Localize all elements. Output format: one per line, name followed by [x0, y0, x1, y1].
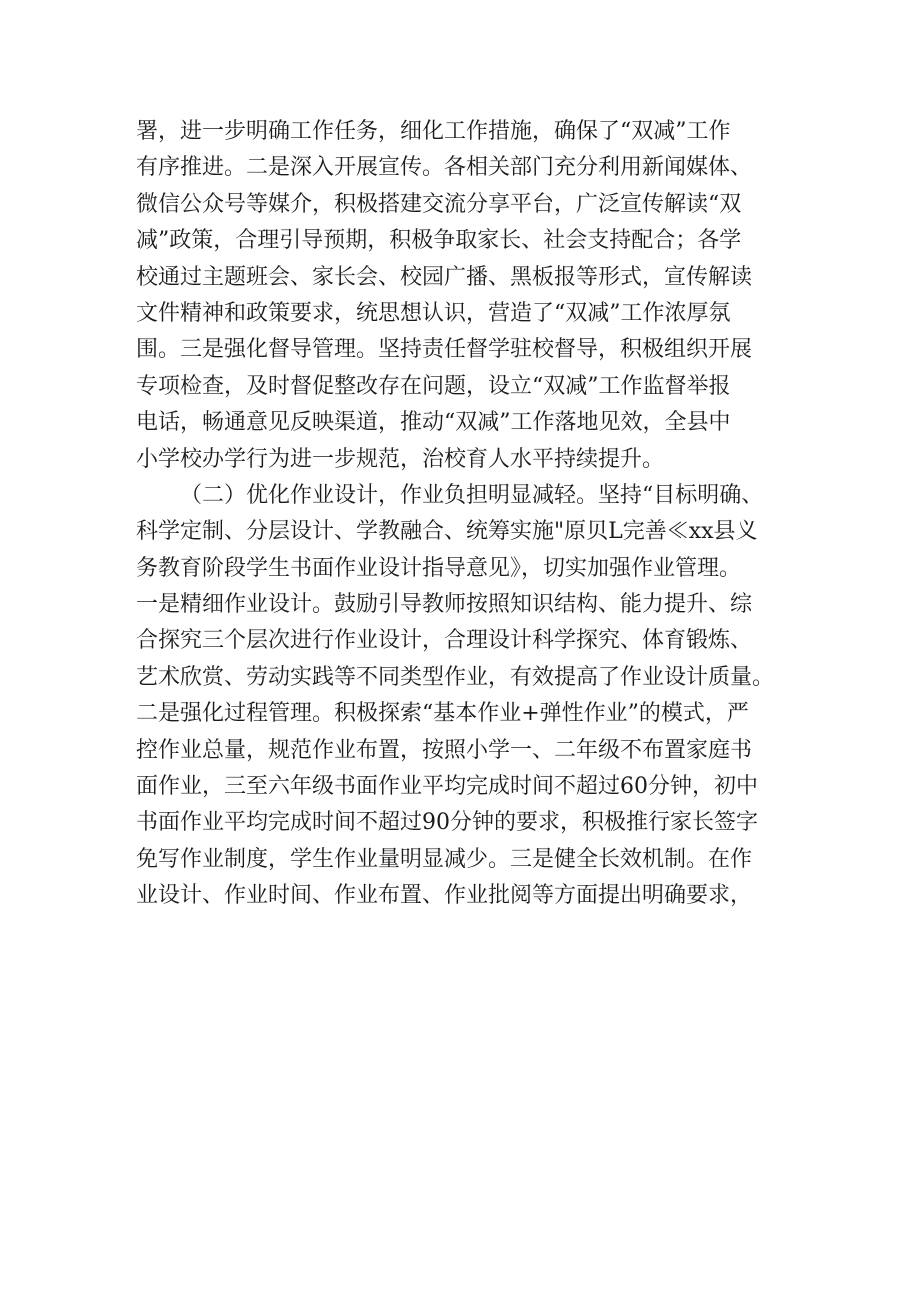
- text-line: 二是强化过程管理。积极探索“基本作业+弹性作业”的模式，严: [136, 701, 749, 727]
- text-line: 小学校办学行为进一步规范，治校育人水平持续提升。: [136, 446, 665, 472]
- text-line: 业设计、作业时间、作业布置、作业批阅等方面提出明确要求，: [136, 883, 753, 909]
- text-line: 围。三是强化督导管理。坚持责任督学驻校督导，积极组织开展: [136, 337, 753, 363]
- text-line: 专项检查，及时督促整改存在问题，设立“双减”工作监督举报: [136, 373, 731, 399]
- text-line: 有序推进。二是深入开展宣传。各相关部门充分利用新闻媒体、: [136, 155, 753, 181]
- text-line: 电话，畅通意见反映渠道，推动“双减”工作落地见效，全县中: [136, 410, 731, 436]
- text-line: 微信公众号等媒介，积极搭建交流分享平台，广泛宣传解读“双: [136, 191, 742, 217]
- text-line: 一是精细作业设计。鼓励引导教师按照知识结构、能力提升、综: [136, 592, 753, 618]
- text-line: 合探究三个层次进行作业设计，合理设计科学探究、体育锻炼、: [136, 628, 753, 654]
- text-line: 校通过主题班会、家长会、校园广播、黑板报等形式，宣传解读: [136, 264, 753, 290]
- text-line: 减”政策，合理引导预期，积极争取家长、社会支持配合；各学: [136, 228, 742, 254]
- text-line: 面作业，三至六年级书面作业平均完成时间不超过60分钟，初中: [136, 774, 758, 800]
- text-line: 控作业总量，规范作业布置，按照小学一、二年级不布置家庭书: [136, 737, 753, 763]
- text-line: 科学定制、分层设计、学教融合、统筹实施"原贝L完善≪xx县义: [136, 519, 758, 545]
- text-line: 免写作业制度，学生作业量明显减少。三是健全长效机制。在作: [136, 846, 753, 872]
- text-line: 艺术欣赏、劳动实践等不同类型作业，有效提高了作业设计质量。: [136, 664, 775, 690]
- document-body: [136, 114, 816, 915]
- section-heading-line: （二）优化作业设计，作业负担明显减轻。坚持“目标明确、: [180, 482, 764, 508]
- text-line: 务教育阶段学生书面作业设计指导意见》，切实加强作业管理。: [136, 555, 742, 581]
- text-line: 署，进一步明确工作任务，细化工作措施，确保了“双减”工作: [136, 119, 731, 144]
- text-line: 书面作业平均完成时间不超过90分钟的要求，积极推行家长签字: [136, 810, 758, 836]
- text-line: 文件精神和政策要求，统思想认识，营造了“双减”工作浓厚氛: [136, 300, 731, 326]
